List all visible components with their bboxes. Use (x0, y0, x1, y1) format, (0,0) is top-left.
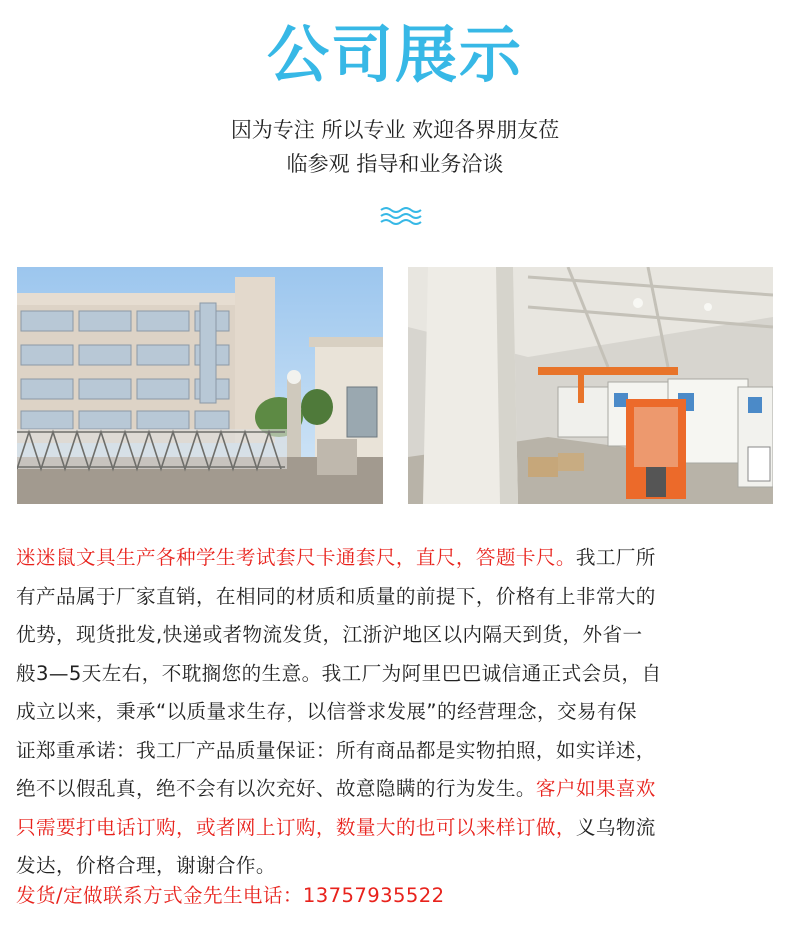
description-line (16, 693, 776, 732)
body-text: 成立以来，秉承“以质量求生存，以信誉求发展”的经营理念，交易有保 (16, 700, 637, 723)
description-line (16, 770, 776, 809)
body-text: 优势，现货批发,快递或者物流发货，江浙沪地区以内隔天到货，外省一 (16, 623, 643, 646)
description-line (16, 732, 776, 771)
body-text: 义乌物流 (575, 815, 656, 839)
contact-label: 发货/定做联系方式金先生电话： (16, 884, 303, 907)
workshop-interior-photo (408, 267, 773, 504)
phone-number[interactable]: 13757935522 (302, 884, 445, 907)
page-title: 公司展示 (266, 18, 523, 91)
body-text: 发达，价格合理，谢谢合作。 (16, 854, 276, 877)
description-line (16, 578, 776, 617)
contact-line (16, 877, 444, 915)
description-line (16, 655, 776, 694)
subtitle-line-1: 因为专注 所以专业 欢迎各界朋友莅 (230, 118, 560, 142)
body-text: 绝不以假乱真，绝不会有以次充好、故意隐瞒的行为发生。 (16, 777, 536, 800)
highlight-text: 只需要打电话订购，或者网上订购，数量大的也可以来样订做， (16, 815, 576, 839)
subtitle-line-2: 临参观 指导和业务洽谈 (286, 152, 504, 176)
description-line (16, 809, 776, 848)
body-text: 般3—5天左右，不耽搁您的生意。我工厂为阿里巴巴诚信通正式会员，自 (16, 661, 662, 685)
factory-building-photo (17, 267, 383, 504)
body-text: 证郑重承诺：我工厂产品质量保证：所有商品都是实物拍照，如实详述， (16, 738, 656, 762)
description-text (16, 539, 776, 886)
wave-icon (379, 205, 423, 227)
description-line (16, 539, 776, 578)
body-text: 我工厂所 (575, 546, 656, 569)
highlight-text: 迷迷鼠文具生产各种学生考试套尺卡通套尺，直尺，答题卡尺。 (16, 546, 576, 569)
body-text: 有产品属于厂家直销，在相同的材质和质量的前提下，价格有上非常大的 (16, 584, 656, 608)
description-line (16, 616, 776, 655)
highlight-text: 客户如果喜欢 (535, 777, 656, 800)
